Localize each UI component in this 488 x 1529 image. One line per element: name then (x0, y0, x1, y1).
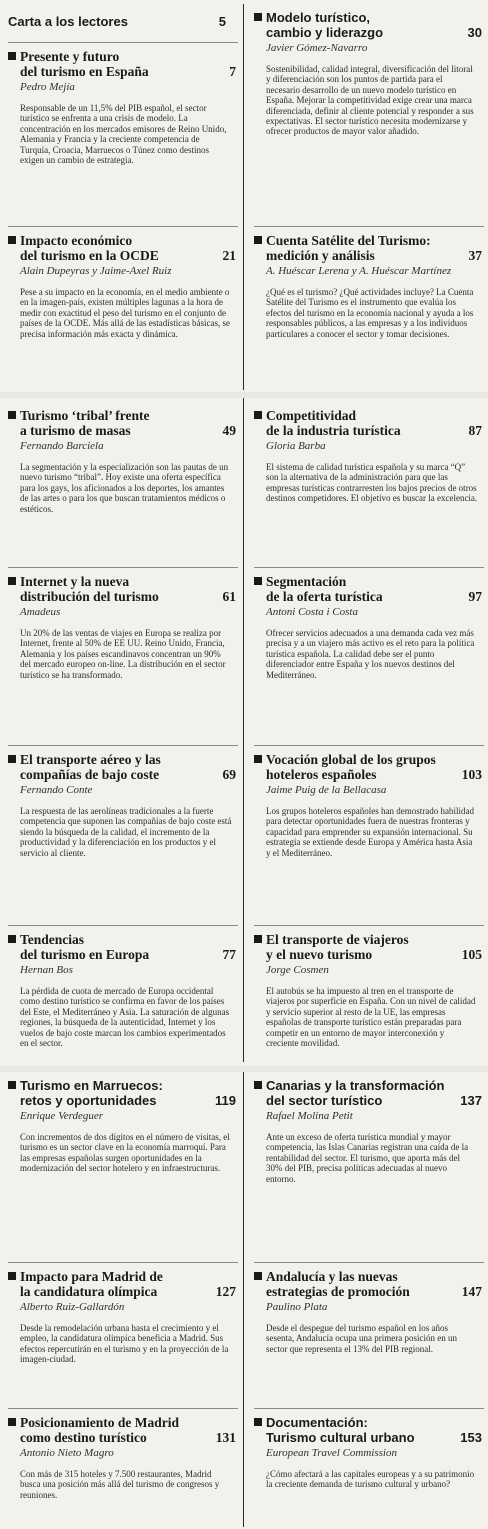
page-number: 127 (215, 1284, 236, 1299)
toc-entry-el-transporte-de-viajeros[interactable] (254, 925, 484, 1048)
toc-entry-tendencias[interactable] (8, 925, 238, 1048)
page-number: 21 (222, 248, 236, 263)
entry-summary: Desde la remodelación urbana hasta el crecimiento y el empleo, la candidatura olímpica beneficia a Madrid. Sus efectos repercutirán en el turismo y en la proyección de la imagen-ciudad. (20, 1323, 229, 1365)
toc-entry-turismo-tribal-frente[interactable] (8, 402, 238, 514)
toc-entry-posicionamiento-de-madrid[interactable] (8, 1408, 238, 1500)
entry-author: Enrique Verdeguer (20, 1110, 103, 1122)
entry-title-line2: la candidatura olímpica (20, 1284, 158, 1299)
toc-entry-turismo-en-marruecos[interactable] (8, 1072, 238, 1174)
entry-title-line1: Cuenta Satélite del Turismo: (266, 233, 431, 248)
page-number: 87 (468, 423, 482, 438)
bullet-square-icon (8, 411, 16, 419)
bullet-square-icon (8, 577, 16, 585)
entry-heading (254, 1409, 484, 1445)
page-number: 7 (229, 64, 236, 79)
entry-summary: Ofrecer servicios adecuados a una demanda cada vez más precisa y a un viajero más activo es el reto para la política turística española. La calidad debe ser el punto diferenciador entre España y los nuevos destinos del Mediterráneo. (266, 628, 475, 680)
entry-heading (8, 402, 238, 438)
bullet-square-icon (254, 236, 262, 244)
bullet-square-icon (254, 1081, 262, 1089)
entry-author: Alain Dupeyras y Jaime-Axel Ruiz (20, 265, 172, 277)
column-divider (243, 398, 244, 1062)
entry-title-line1: Documentación: (266, 1415, 368, 1430)
entry-title-line2: del turismo en Europa (20, 947, 150, 962)
bullet-square-icon (8, 236, 16, 244)
toc-entry-impacto-economico[interactable] (8, 226, 238, 339)
entry-heading (8, 43, 238, 79)
entry-author: Antoni Costa i Costa (266, 606, 358, 618)
entry-summary: ¿Qué es el turismo? ¿Qué actividades incluye? La Cuenta Satélite del Turismo es el instrumento que evalúa los efectos del turismo en la economía nacional y ayuda a los responsables públicos, a las empresas y a los individuos particulares a conocer el sector y tomar decisiones. (266, 287, 474, 339)
page-number: 105 (461, 947, 482, 962)
entry-author: Fernando Conte (20, 784, 93, 796)
entry-summary: ¿Cómo afectará a las capitales europeas y a su patrimonio la creciente demanda de turismo cultural y urbano? (266, 1469, 475, 1490)
entry-title-line1: Turismo en Marruecos: (20, 1078, 163, 1093)
entry-title-line1: El transporte aéreo y las (20, 752, 161, 767)
entry-title-line2: del sector turístico (266, 1093, 383, 1108)
entry-title-line1: Presente y futuro (20, 49, 120, 64)
toc-entry-documentacion[interactable] (254, 1408, 484, 1490)
page-number: 37 (468, 248, 482, 263)
entry-title-line1: Tendencias (20, 932, 85, 947)
entry-title-line1: Canarias y la transformación (266, 1078, 445, 1093)
entry-title-line1: Impacto económico (20, 233, 133, 248)
entry-heading (8, 1409, 238, 1445)
entry-heading (8, 4, 238, 29)
entry-summary: Un 20% de las ventas de viajes en Europa se realiza por Internet, frente al 50% de EE UU. Reino Unido, Francia, Alemania y los países escandinavos concentran un 90% del mercado europeo on-line. La distribución en el sector turístico se ha transformado. (20, 628, 226, 680)
toc-entry-canarias-y-la-transformacion[interactable] (254, 1072, 484, 1184)
toc-entry-competitividad[interactable] (254, 402, 484, 504)
entry-author: Amadeus (20, 606, 61, 618)
entry-heading (254, 227, 484, 263)
entry-title-line2: Turismo cultural urbano (266, 1430, 415, 1445)
toc-entry-segmentacion[interactable] (254, 567, 484, 680)
entry-title-line2: estrategias de promoción (266, 1284, 410, 1299)
entry-title-line1: Segmentación (266, 574, 347, 589)
page-number: 30 (467, 25, 482, 40)
entry-heading (254, 568, 484, 604)
page-number: 49 (222, 423, 236, 438)
entry-summary: Responsable de un 11,5% del PIB español, el sector turístico se enfrenta a una crisis de modelo. La concentración en los mercados emisores de Reino Unido, Alemania y Francia y la creciente competencia de Turquía, Croacia, Marruecos o Túnez como destinos exigen un cambio de estrategia. (20, 103, 227, 166)
entry-summary: El sistema de calidad turística española y su marca “Q” son la alternativa de la administración para que las empresas turísticas contrarresten los bajos precios de otros destinos competidores. El objetivo es buscar la excelencia. (266, 462, 478, 504)
entry-title-line2: retos y oportunidades (20, 1093, 157, 1108)
toc-entry-presente-y-futuro[interactable] (8, 42, 238, 165)
toc-entry-el-transporte-aereo-y-las[interactable] (8, 745, 238, 858)
entry-author: Gloria Barba (266, 440, 326, 452)
entry-summary: Ante un exceso de oferta turística mundial y mayor competencia, las Islas Canarias registran una caída de la rentabilidad del sector. El turismo, que aporta más del 30% del PIB, precisa políticas adecuadas al nuevo entorno. (266, 1132, 469, 1184)
entry-heading (254, 402, 484, 438)
page-number: 147 (461, 1284, 482, 1299)
entry-title-line1: Internet y la nueva (20, 574, 130, 589)
entry-heading (254, 746, 484, 782)
entry-title-line1: Andalucía y las nuevas (266, 1269, 398, 1284)
page-number: 131 (215, 1430, 236, 1445)
entry-title-line2: cambio y liderazgo (266, 25, 384, 40)
bullet-square-icon (254, 577, 262, 585)
toc-entry-andalucia-y-las-nuevas[interactable] (254, 1262, 484, 1354)
entry-heading (8, 227, 238, 263)
entry-author: Fernando Barciela (20, 440, 104, 452)
toc-entry-cuenta-satelite-del-turismo[interactable] (254, 226, 484, 339)
page-number: 77 (222, 947, 236, 962)
page-number: 137 (460, 1093, 482, 1108)
entry-author: Jaime Puig de la Bellacasa (266, 784, 387, 796)
entry-title-line2: hoteleros españoles (266, 767, 377, 782)
entry-heading (254, 1263, 484, 1299)
bullet-square-icon (254, 935, 262, 943)
toc-entry-internet-y-la-nueva[interactable] (8, 567, 238, 680)
entry-summary: Sostenibilidad, calidad integral, diversificación del litoral y diferenciación son los puntos de partida para el necesario desarrollo de un nuevo modelo turístico en España. Mejorar la competitividad exige crear una marca diferenciada, definir al cliente potencial y responder a sus expectativas. El sector turístico necesita modernizarse y ofrecer productos de mayor valor añadido. (266, 64, 474, 137)
entry-title-line2: distribución del turismo (20, 589, 159, 604)
entry-title-line1: Competitividad (266, 408, 357, 423)
entry-summary: Con incrementos de dos dígitos en el número de visitas, el turismo es un sector clave en la economía marroquí. Para las empresas españolas surgen oportunidades en la modernización del sector hotelero y en infraestructuras. (20, 1132, 230, 1174)
entry-heading (8, 746, 238, 782)
bullet-square-icon (254, 755, 262, 763)
page-number: 97 (468, 589, 482, 604)
column-divider (243, 1072, 244, 1527)
entry-author: Hernan Bos (20, 964, 73, 976)
entry-summary: La segmentación y la especialización son las pautas de un nuevo turismo “tribal”. Hoy existe una oferta específica para los gays, los aficionados a los deportes, los amantes de las artes o para los que buscan tratamientos médicos o estéticos. (20, 462, 229, 514)
entry-title-line2: del turismo en España (20, 64, 149, 79)
page-number: 69 (222, 767, 236, 782)
entry-summary: Con más de 315 hoteles y 7.500 restaurantes, Madrid busca una posición más allá del turismo de congresos y reuniones. (20, 1469, 220, 1500)
bullet-square-icon (8, 755, 16, 763)
entry-heading (254, 926, 484, 962)
entry-title-line1: El transporte de viajeros (266, 932, 409, 947)
entry-heading (254, 4, 484, 40)
entry-heading (8, 1263, 238, 1299)
entry-title-line2: de la industria turística (266, 423, 401, 438)
page-number: 5 (218, 14, 226, 29)
page-number: 61 (222, 589, 236, 604)
entry-title-line1: Modelo turístico, (266, 10, 370, 25)
toc-entry-modelo-turistico[interactable] (254, 4, 484, 137)
entry-title-line1: Posicionamiento de Madrid (20, 1415, 179, 1430)
bullet-square-icon (8, 52, 16, 60)
bullet-square-icon (254, 411, 262, 419)
page-number: 119 (215, 1093, 236, 1108)
entry-title-line1: Vocación global de los grupos (266, 752, 436, 767)
bullet-square-icon (254, 13, 262, 21)
toc-entry-vocacion-global-de-los-grupos[interactable] (254, 745, 484, 858)
bullet-square-icon (8, 1081, 16, 1089)
entry-author: A. Huéscar Lerena y A. Huéscar Martínez (266, 265, 452, 277)
page-number: 103 (461, 767, 482, 782)
entry-summary: El autobús se ha impuesto al tren en el transporte de viajeros por superficie en España. Con un nivel de calidad y servicio superior al resto de la UE, las empresas españolas de transporte turístico están preparadas para competir en un entorno de mayor interconexión y creciente movilidad. (266, 986, 476, 1049)
entry-title-line2: compañías de bajo coste (20, 767, 160, 782)
entry-title-line1: Turismo ‘tribal’ frente (20, 408, 150, 423)
column-divider (243, 4, 244, 390)
toc-entry-carta-a-los-lectores[interactable] (8, 4, 238, 39)
entry-summary: Los grupos hoteleros españoles han demostrado habilidad para detectar oportunidades fuera de nuestras fronteras y capacidad para emprender su expansión internacional. Su estrategia se extiende desde Europa y América hasta Asia y el Mediterráneo. (266, 806, 474, 858)
entry-heading (254, 1072, 484, 1108)
entry-summary: La pérdida de cuota de mercado de Europa occidental como destino turístico se confirma en favor de los países del Este, el Mediterráneo y Asia. La saturación de algunas regiones, la búsqueda de la autenticidad, Internet y los vuelos de bajo coste marcan los cambios experimentados en el sector. (20, 986, 230, 1049)
entry-title-line2: de la oferta turística (266, 589, 383, 604)
page-number: 153 (460, 1430, 482, 1445)
entry-heading (8, 1072, 238, 1108)
bullet-square-icon (8, 1272, 16, 1280)
entry-author: Jorge Cosmen (266, 964, 329, 976)
bullet-square-icon (8, 1418, 16, 1426)
entry-title-line2: del turismo en la OCDE (20, 248, 159, 263)
entry-title-line2: y el nuevo turismo (266, 947, 373, 962)
entry-title-line2: medición y análisis (266, 248, 375, 263)
entry-title-line2: como destino turístico (20, 1430, 147, 1445)
entry-heading (8, 926, 238, 962)
bullet-square-icon (8, 935, 16, 943)
entry-author: Rafael Molina Petit (266, 1110, 353, 1122)
entry-summary: Pese a su impacto en la economía, en el medio ambiente o en la imagen-país, existen múltiples lagunas a la hora de medir con exactitud el peso del turismo en el conjunto de países de la OCDE. Más allá de las estadísticas básicas, se precisa información más exacta y dinámica. (20, 287, 230, 339)
entry-summary: Desde el despegue del turismo español en los años sesenta, Andalucía ocupa una primera posición en un sector que representa el 13% del PIB regional. (266, 1323, 457, 1354)
entry-author: Javier Gómez-Navarro (266, 42, 368, 54)
entry-author: Alberto Ruiz-Gallardón (20, 1301, 125, 1313)
entry-title-line2: a turismo de masas (20, 423, 131, 438)
entry-title-line1: Carta a los lectores (8, 14, 128, 29)
entry-summary: La respuesta de las aerolíneas tradicionales a la fuerte competencia que suponen las compañías de bajo coste está siendo la búsqueda de la calidad, el incremento de la productividad y la diferenciación en los productos y el servicio al cliente. (20, 806, 232, 858)
bullet-square-icon (254, 1418, 262, 1426)
entry-title-line1: Impacto para Madrid de (20, 1269, 163, 1284)
entry-author: Paulino Plata (266, 1301, 328, 1313)
entry-author: European Travel Commission (266, 1447, 397, 1459)
bullet-square-icon (254, 1272, 262, 1280)
entry-author: Antonio Nieto Magro (20, 1447, 114, 1459)
entry-author: Pedro Mejía (20, 81, 75, 93)
entry-heading (8, 568, 238, 604)
toc-entry-impacto-para-madrid-de[interactable] (8, 1262, 238, 1365)
